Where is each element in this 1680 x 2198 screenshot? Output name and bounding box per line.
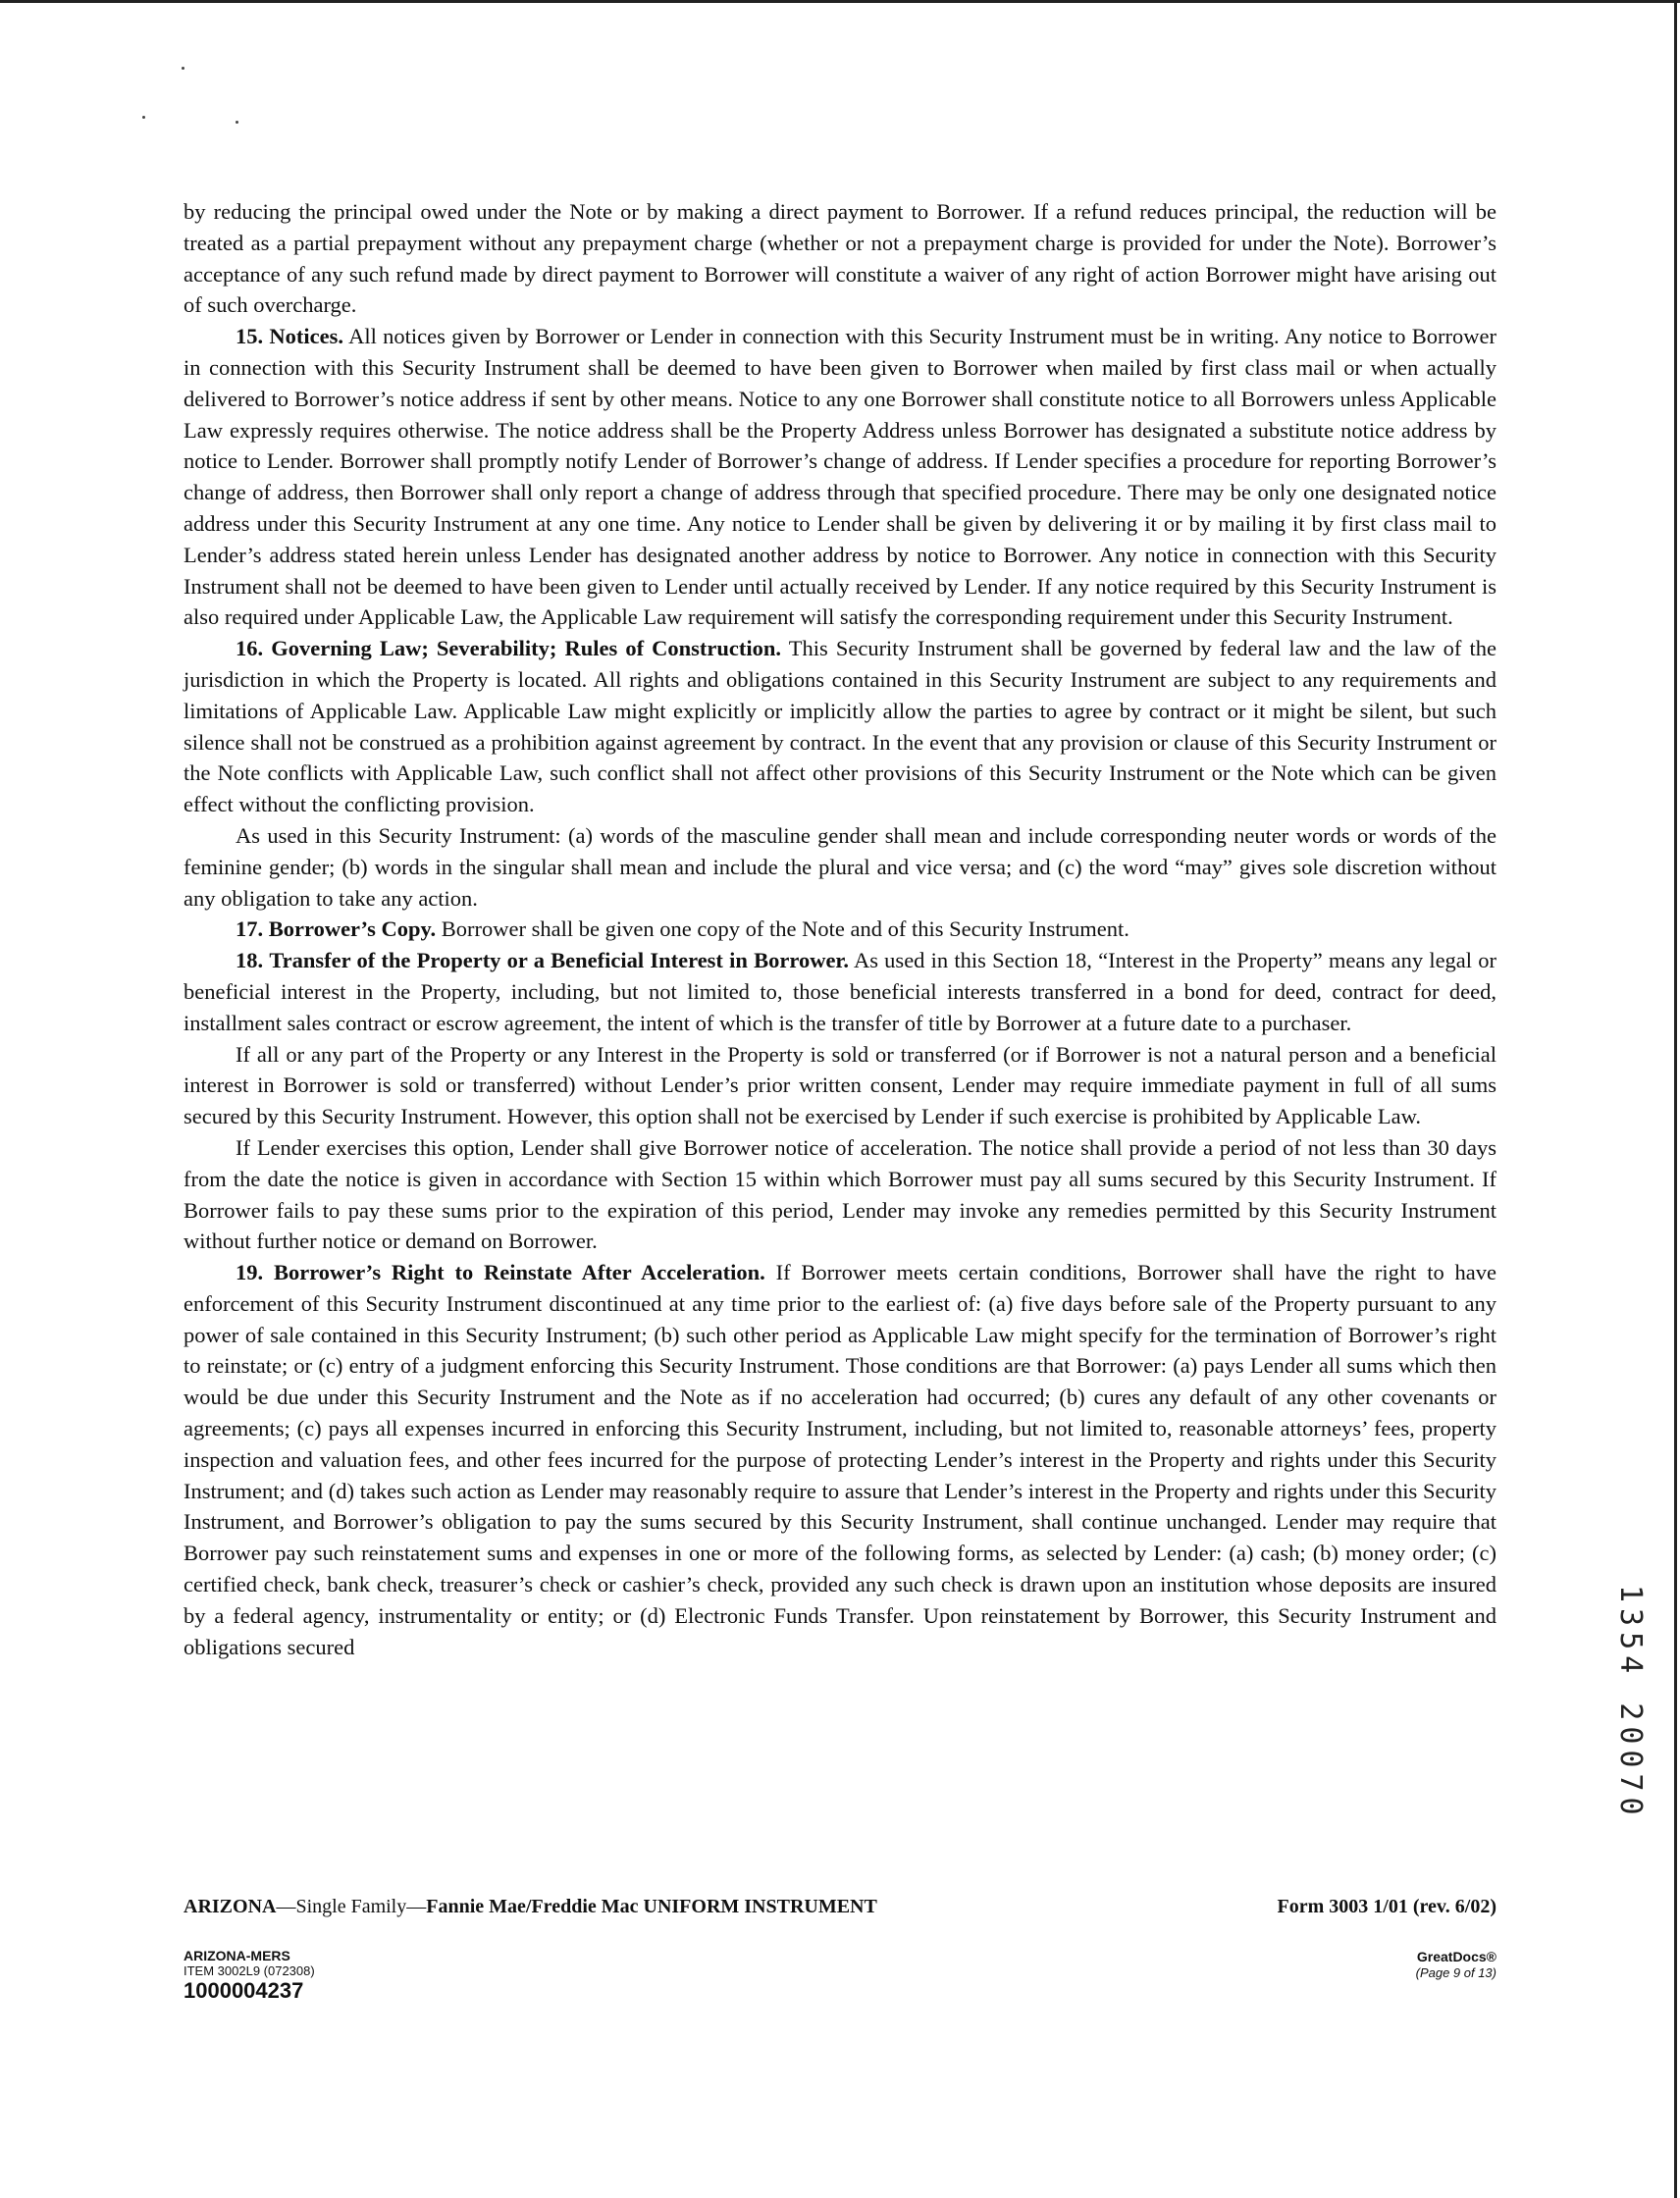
section-title: Transfer of the Property or a Beneficial Interest in Borrower.: [269, 948, 849, 973]
section-15-notices: [184, 321, 1496, 633]
scan-speck: [236, 121, 238, 124]
section-19-reinstate: [184, 1257, 1496, 1662]
footer-state: ARIZONA: [184, 1896, 277, 1917]
footer-instrument: Fannie Mae/Freddie Mac UNIFORM INSTRUMENT: [426, 1896, 877, 1917]
section-number: 17.: [236, 916, 264, 942]
footer-item-code: ITEM 3002L9 (072308): [184, 1963, 315, 1978]
footer-loan-number: 1000004237: [184, 1978, 304, 2003]
section-number: 15.: [236, 324, 264, 349]
section-text: As used in this Section 18, “Interest in the Property” means any legal or beneficial interest in the Property, including, but not limited to, those beneficial interests transferred in a bond for deed, contract for deed, installment sales contract or escrow agreement, the intent of which is the transfer of title by Borrower at a future date to a purchaser.: [184, 948, 1497, 1035]
page-top-border: [0, 0, 1680, 3]
paragraph-refund-continuation: by reducing the principal owed under the Note or by making a direct payment to Borrower. If a refund reduces principal, the reduction will be treated as a partial prepayment without any prepayment charge (whether or not a prepayment charge is provided for under the Note). Borrower’s acceptance of any such refund made by direct payment to Borrower will constitute a waiver of any right of action Borrower might have arising out of such overcharge.: [184, 199, 1496, 318]
document-body: [184, 196, 1496, 1662]
section-text: All notices given by Borrower or Lender in connection with this Security Instrument must be in writing. Any notice to Borrower in connection with this Security Instrument shall be deemed to have been given to Borrower when mailed by first class mail or when actually delivered to Borrower’s notice address if sent by other means. Notice to any one Borrower shall constitute notice to all Borrowers unless Applicable Law expressly requires otherwise. The notice address shall be the Property Address unless Borrower has designated a substitute notice address by notice to Lender. Borrower shall promptly notify Lender of Borrower’s change of address. If Lender specifies a procedure for reporting Borrower’s change of address, then Borrower shall only report a change of address through that specified procedure. There may be only one designated notice address under this Security Instrument at any one time. Any notice to Lender shall be given by delivering it or by mailing it by first class mail to Lender’s address stated herein unless Lender has designated another address by notice to Borrower. Any notice in connection with this Security Instrument shall not be deemed to have been given to Lender until actually received by Lender. If any notice required by this Security Instrument is also required under Applicable Law, the Applicable Law requirement will satisfy the corresponding requirement under this Security Instrument.: [184, 324, 1496, 630]
section-text: Borrower shall be given one copy of the Note and of this Security Instrument.: [436, 916, 1129, 942]
section-text: If Borrower meets certain conditions, Borrower shall have the right to have enforcement of this Security Instrument discontinued at any time prior to the earliest of: (a) five days before sale of the Property pursuant to any power of sale contained in this Security Instrument; (b) such other period as Applicable Law might specify for the termination of Borrower’s right to reinstate; or (c) entry of a judgment enforcing this Security Instrument. Those conditions are that Borrower: (a) pays Lender all sums which then would be due under this Security Instrument and the Note as if no acceleration had occurred; (b) cures any default of any other covenants or agreements; (c) pays all expenses incurred in enforcing this Security Instrument, including, but not limited to, reasonable attorneys’ fees, property inspection and valuation fees, and other fees incurred for the purpose of protecting Lender’s interest in the Property and rights under this Security Instrument; and (d) takes such action as Lender may reasonably require to assure that Lender’s interest in the Property and rights under this Security Instrument, and Borrower’s obligation to pay the sums secured by this Security Instrument, shall continue unchanged. Lender may require that Borrower pay such reinstatement sums and expenses in one or more of the following forms, as selected by Lender: (a) cash; (b) money order; (c) certified check, bank check, treasurer’s check or cashier’s check, provided any such check is drawn upon an institution whose deposits are insured by a federal agency, instrumentality or entity; or (d) Electronic Funds Transfer. Upon reinstatement by Borrower, this Security Instrument and obligations secured: [184, 1260, 1497, 1659]
section-text: This Security Instrument shall be governed by federal law and the law of the jurisdiction in which the Property is located. All rights and obligations contained in this Security Instrument are subject to any requirements and limitations of Applicable Law. Applicable Law might explicitly or implicitly allow the parties to agree by contract or it might be silent, but such silence shall not be construed as a prohibition against agreement by contract. In the event that any provision or clause of this Security Instrument or the Note conflicts with Applicable Law, such conflict shall not affect other provisions of this Security Instrument or the Note which can be given effect without the conflicting provision.: [184, 636, 1496, 817]
footer-brand: GreatDocs®: [1416, 1949, 1496, 1964]
section-18-transfer: [184, 945, 1496, 1038]
footer-right-codes: [1416, 1948, 1496, 1981]
footer-form-number: Form 3003 1/01 (rev. 6/02): [1277, 1896, 1496, 1917]
section-18-paragraph-3: If Lender exercises this option, Lender shall give Borrower notice of acceleration. The notice shall provide a period of not less than 30 days from the date the notice is given in accordance with Section 15 within which Borrower must pay all sums secured by this Security Instrument. If Borrower fails to pay these sums prior to the expiration of this period, Lender may invoke any remedies permitted by this Security Instrument without further notice or demand on Borrower.: [184, 1134, 1496, 1254]
footer-page-number: (Page 9 of 13): [1415, 1965, 1496, 1980]
section-number: 18.: [236, 948, 264, 973]
page-right-border: [1674, 0, 1677, 2198]
section-16-governing-law: [184, 633, 1496, 820]
footer-doc-code: ARIZONA-MERS: [184, 1948, 290, 1963]
section-title: Governing Law; Severability; Rules of Construction.: [271, 636, 782, 661]
section-17-borrowers-copy: [184, 914, 1496, 945]
section-title: Notices.: [269, 324, 344, 349]
section-18-paragraph-2: If all or any part of the Property or any Interest in the Property is sold or transferred (or if Borrower is not a natural person and a beneficial interest in Borrower is sold or transferred) without Lender’s prior written consent, Lender may require immediate payment in full of all sums secured by this Security Instrument. However, this option shall not be exercised by Lender if such exercise is prohibited by Applicable Law.: [184, 1041, 1496, 1129]
section-number: 19.: [236, 1260, 264, 1285]
section-title: Borrower’s Copy.: [268, 916, 437, 942]
scan-speck: [142, 116, 145, 119]
section-number: 16.: [236, 636, 264, 661]
footer-state-suffix: —Single Family—: [276, 1896, 427, 1917]
footer-instrument-title: [184, 1896, 877, 1918]
footer-left-codes: [184, 1948, 315, 2004]
section-16-paragraph-2: As used in this Security Instrument: (a) words of the masculine gender shall mean and include corresponding neuter words or words of the feminine gender; (b) words in the singular shall mean and include the plural and vice versa; and (c) the word “may” gives sole discretion without any obligation to take any action.: [184, 822, 1496, 911]
recording-stamp: 1354 20070: [1613, 1585, 1648, 1821]
scan-speck: [182, 67, 184, 70]
section-title: Borrower’s Right to Reinstate After Acceleration.: [273, 1260, 765, 1285]
